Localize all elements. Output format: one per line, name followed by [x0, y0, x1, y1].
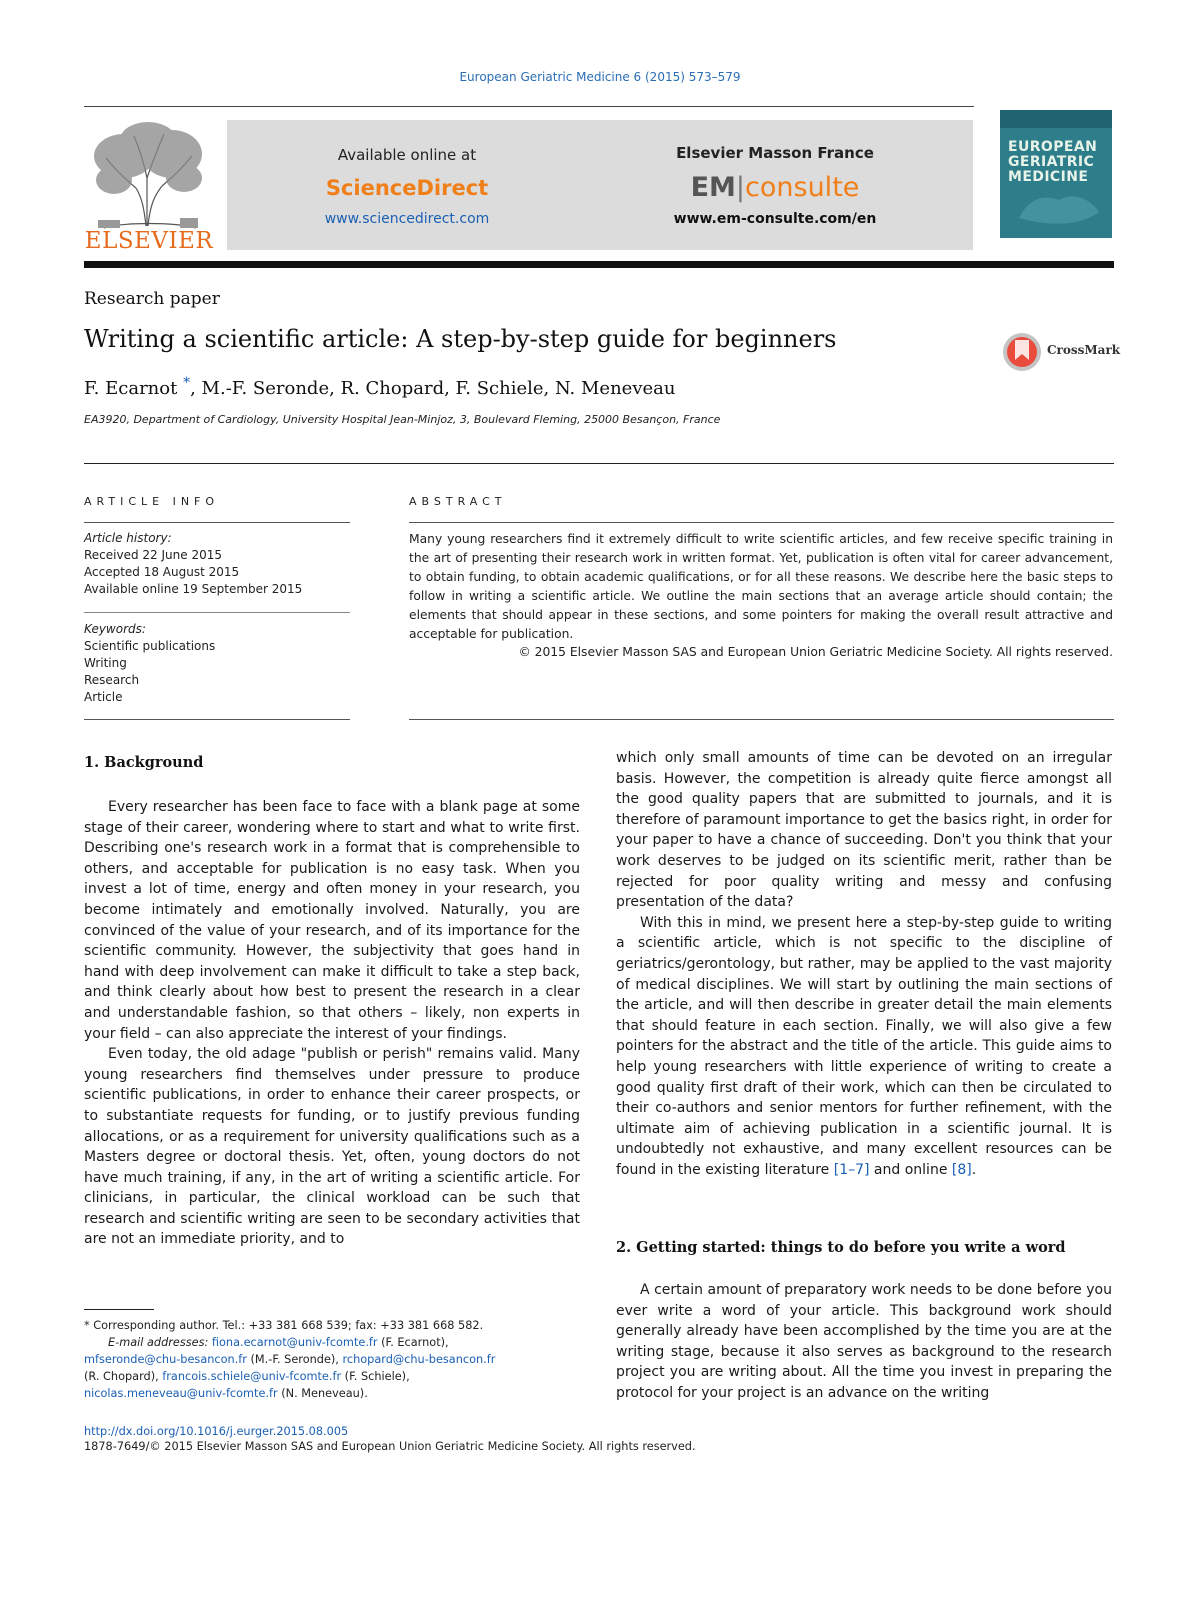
journal-reference-link[interactable]: European Geriatric Medicine 6 (2015) 573–579	[459, 70, 741, 84]
keyword-item: Scientific publications	[84, 639, 216, 653]
reference-link[interactable]: [8]	[951, 1161, 972, 1178]
affiliation: EA3920, Department of Cardiology, University Hospital Jean-Minjoz, 3, Boulevard Fleming, 25000 Besançon, France	[84, 413, 721, 426]
corresponding-author-note	[84, 1317, 584, 1334]
paragraph-text: With this in mind, we present here a step-by-step guide to writing a scientific article, which is not specific to the discipline of geriatrics/gerontology, but rather, may be applied to the vast majority of medical disciplines. We will start by outlining the main sections of the article, and will then describe in greater detail the main elements that should feature in each section. Finally, we will also give a few pointers for the abstract and the title of the article. This guide aims to help young researchers with little experience of writing to create a good quality first draft of their work, which can then be circulated to their co-authors and senior mentors for further refinement, with the ultimate aim of achieving publication in a scientific journal. It is undoubtedly not exhaustive, and many excellent resources can be found in the existing literature	[616, 914, 1112, 1178]
footnote-mark: *	[84, 1319, 90, 1332]
section-heading-getting-started: 2. Getting started: things to do before you write a word	[616, 1239, 1066, 1256]
footnote-text: Corresponding author. Tel.: +33 381 668 539; fax: +33 381 668 582.	[89, 1319, 484, 1332]
cover-title-line: GERIATRIC	[1008, 154, 1095, 170]
body-paragraph: A certain amount of preparatory work needs to be done before you ever write a word of your article. This background work should generally already have been accomplished by the time you are at the writing stage, because it also serves as background to the research project you are writing about. All the time you invest in preparing the protocol for your project is an advance on the writing	[616, 1282, 1112, 1401]
cover-map-graphic	[1014, 188, 1104, 232]
emconsulte-url-link[interactable]: www.em-consulte.com/en	[673, 211, 877, 227]
email-link[interactable]: rchopard@chu-besancon.fr	[342, 1353, 496, 1366]
abstract-text: Many young researchers find it extremely difficult to write scientific articles, and few receive specific training in the art of presenting their research work in written format. Yet, publication is often vital for career advancement, to obtain funding, to obtain academic qualifications, or for all these reasons. We describe here the basic steps to follow in writing a scientific article. We outline the main sections that an average article should contain; the elements that should appear in these sections, and some pointers for making the overall result attractive and acceptable for publication.	[409, 532, 1113, 641]
cover-top-strip	[1000, 110, 1112, 128]
email-owner: (N. Meneveau).	[277, 1387, 368, 1400]
sciencedirect-url-link[interactable]: www.sciencedirect.com	[324, 211, 490, 227]
history-label: Article history:	[84, 531, 172, 545]
email-owner: (M.-F. Seronde),	[246, 1353, 343, 1366]
right-column-body-section2	[616, 1280, 1112, 1404]
right-column-body	[616, 748, 1112, 1180]
paragraph-text: .	[971, 1161, 977, 1178]
cover-title-line: MEDICINE	[1008, 169, 1089, 185]
received-date: Received 22 June 2015	[84, 548, 222, 562]
email-line	[84, 1385, 584, 1402]
keyword-item: Article	[84, 690, 123, 704]
keywords-divider	[84, 612, 350, 613]
title-divider	[84, 463, 1114, 464]
abstract-heading: ABSTRACT	[409, 495, 507, 508]
corresponding-author-link[interactable]: *	[183, 375, 191, 391]
section-heading-background: 1. Background	[84, 754, 204, 771]
copyright-line: 1878-7649/© 2015 Elsevier Masson SAS and European Union Geriatric Medicine Society. All rights reserved.	[84, 1440, 696, 1453]
email-line	[84, 1351, 584, 1368]
article-info-bottom-divider	[84, 719, 350, 720]
article-history	[84, 530, 302, 598]
crossmark-label: CrossMark	[1047, 343, 1121, 357]
cover-title-line: EUROPEAN	[1008, 139, 1098, 155]
available-online-label: Available online at	[337, 146, 477, 164]
footnote	[84, 1317, 584, 1402]
sciencedirect-logo: ScienceDirect	[325, 176, 489, 200]
article-type: Research paper	[84, 289, 220, 309]
paragraph-text: and online	[869, 1161, 952, 1178]
keyword-item: Research	[84, 673, 140, 687]
emconsulte-logo-consulte: consulte	[745, 172, 860, 203]
email-line	[84, 1334, 584, 1351]
emconsulte-logo: EM|consulte	[690, 172, 860, 203]
body-paragraph	[616, 913, 1112, 1181]
available-date: Available online 19 September 2015	[84, 582, 303, 596]
header-thick-divider	[84, 261, 1114, 268]
doi-link[interactable]: http://dx.doi.org/10.1016/j.eurger.2015.08.005	[84, 1425, 349, 1438]
email-label: E-mail addresses:	[108, 1336, 209, 1349]
keywords-label: Keywords:	[84, 622, 146, 636]
keyword-item: Writing	[84, 656, 127, 670]
email-link[interactable]: nicolas.meneveau@univ-fcomte.fr	[84, 1387, 278, 1400]
abstract-bottom-divider	[409, 719, 1114, 720]
email-link[interactable]: mfseronde@chu-besancon.fr	[84, 1353, 247, 1366]
body-paragraph: Every researcher has been face to face with a blank page at some stage of their career, wondering where to start and what to write first. Describing one's research work in a format that is comprehensible to others, and acceptable for publication is no easy task. When you invest a lot of time, energy and often money in your research, you become intimately and emotionally involved. Naturally, you are convinced of the value of your research, and of its importance for the scientific community. However, the subjectivity that goes hand in hand with deep involvement can make it difficult to take a step back, and think clearly about how best to present the research in a clear and understandable fashion, so that others – likely, non experts in your field – can also appreciate the interest of your findings.	[84, 799, 580, 1042]
body-paragraph: which only small amounts of time can be devoted on an irregular basis. However, the competition is already quite fierce amongst all the good quality papers that are submitted to journals, and it is therefore of paramount importance to get the basics right, in order for your paper to have a chance of succeeding. Don't you think that your work deserves to be judged on its scientific merit, rather than be rejected for poor quality writing and messy and confusing presentation of the data?	[616, 750, 1112, 911]
elsevier-masson-label: Elsevier Masson France	[676, 144, 874, 162]
top-divider	[84, 106, 974, 107]
email-owner: (F. Ecarnot),	[377, 1336, 449, 1349]
elsevier-wordmark: ELSEVIER	[84, 228, 214, 254]
accepted-date: Accepted 18 August 2015	[84, 565, 240, 579]
email-link[interactable]: francois.schiele@univ-fcomte.fr	[162, 1370, 342, 1383]
journal-cover-image	[1000, 110, 1112, 249]
article-info-heading: ARTICLE INFO	[84, 495, 220, 508]
email-line	[84, 1368, 584, 1385]
author-list	[84, 375, 675, 399]
footnote-divider	[84, 1309, 154, 1310]
abstract-divider	[409, 522, 1114, 523]
body-paragraph: Even today, the old adage "publish or perish" remains valid. Many young researchers find themselves under pressure to produce scientific publications, in order to enhance their career prospects, or to substantiate requests for funding, or to justify previous funding allocations, or as a requirement for university qualifications such as a Masters degree or doctoral thesis. Yet, often, young doctors do not have much training, if any, in the art of writing a scientific article. For clinicians, in particular, the clinical workload can be such that research and scientific writing are seen to be secondary activities that are not an immediate priority, and to	[84, 1046, 580, 1248]
cover-bottom-strip	[1000, 238, 1112, 249]
emconsulte-logo-em: EM	[690, 172, 736, 203]
keywords-block	[84, 621, 215, 706]
email-owner: (R. Chopard),	[84, 1370, 163, 1383]
author-first: F. Ecarnot	[84, 378, 178, 399]
cover-title	[1008, 140, 1097, 185]
author-rest: , M.-F. Seronde, R. Chopard, F. Schiele, N. Meneveau	[190, 378, 676, 399]
email-link[interactable]: fiona.ecarnot@univ-fcomte.fr	[211, 1336, 378, 1349]
email-owner: (F. Schiele),	[341, 1370, 410, 1383]
article-info-divider	[84, 522, 350, 523]
reference-link[interactable]: [1–7]	[833, 1161, 870, 1178]
abstract-copyright: © 2015 Elsevier Masson SAS and European Union Geriatric Medicine Society. All rights reserved.	[518, 645, 1113, 659]
left-column-body	[84, 797, 580, 1250]
article-title: Writing a scientific article: A step-by-step guide for beginners	[84, 325, 837, 353]
